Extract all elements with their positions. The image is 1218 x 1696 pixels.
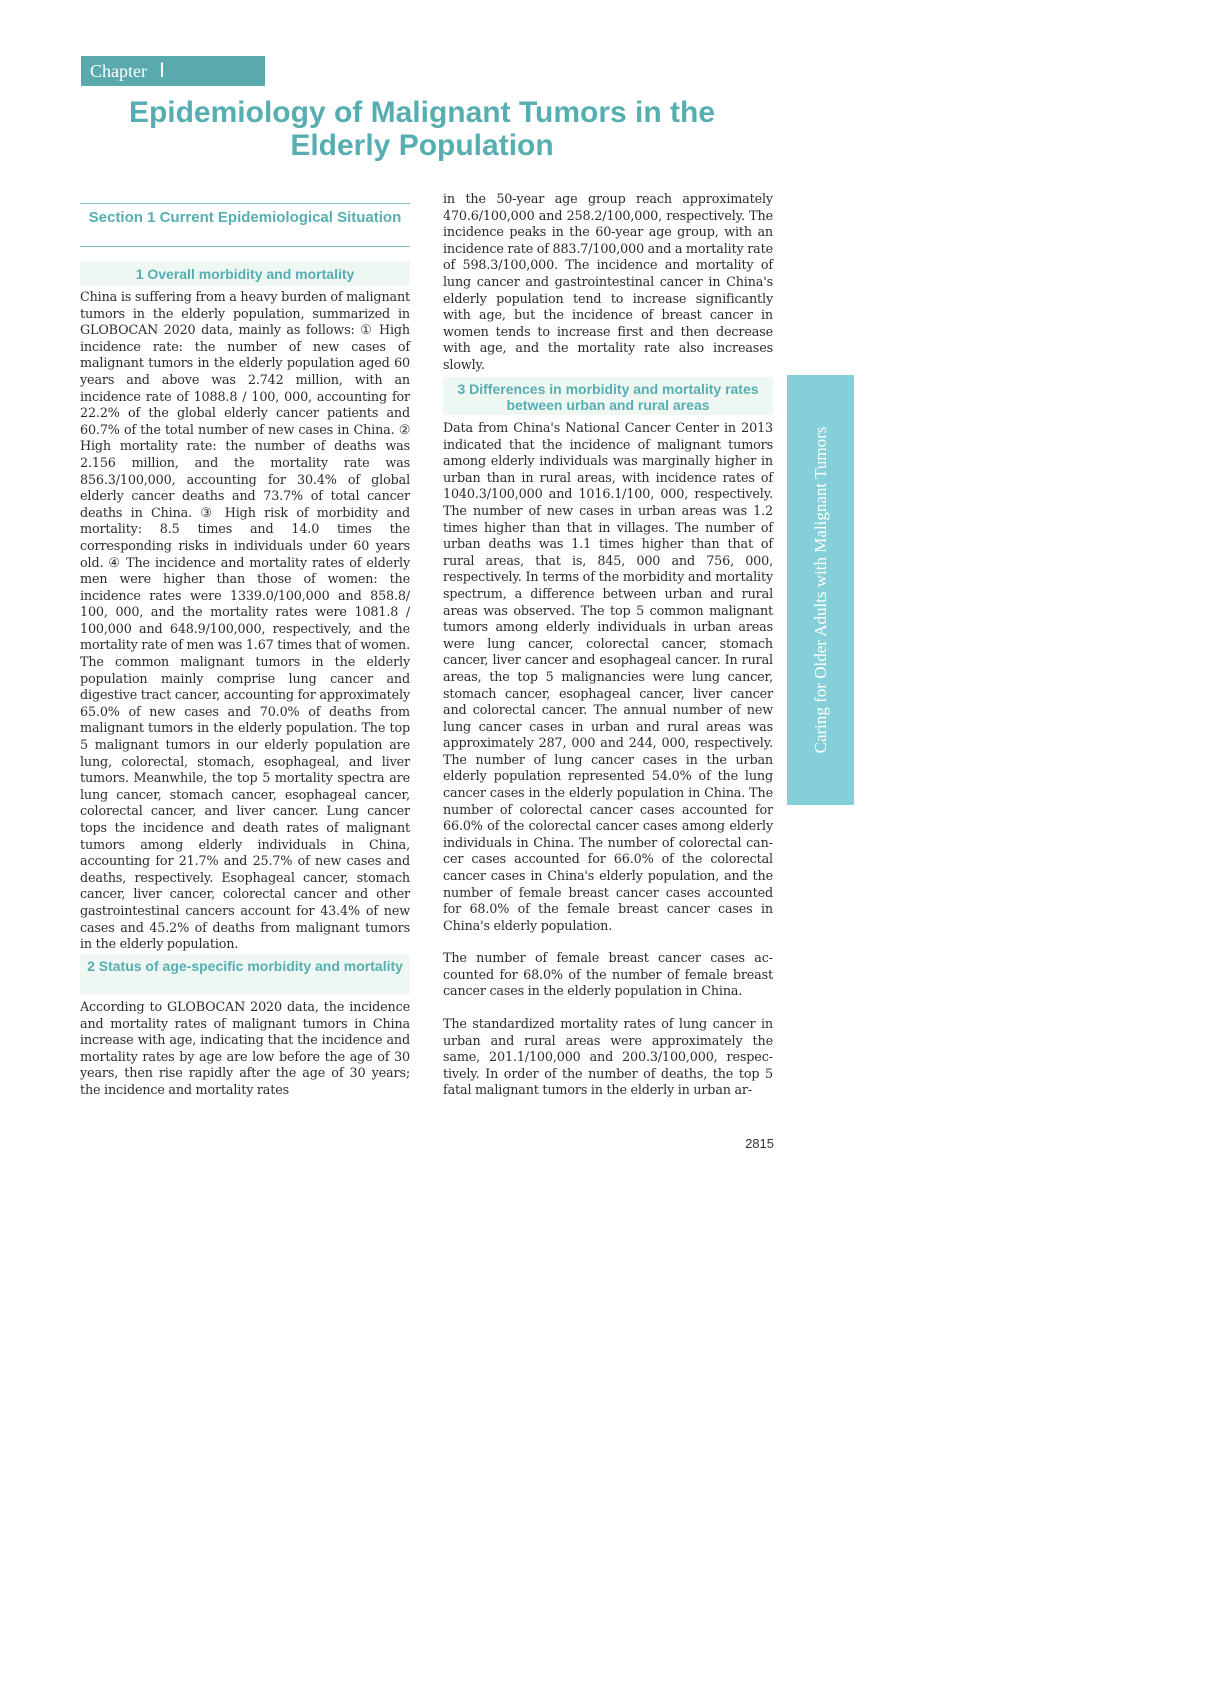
paragraph-standardized-mortality: The standardized mortality rates of lung cancer in urban and rural areas were approximately the same, 201.1/100,000 and 200.3/100,000, respectively. In order of the number of deaths, the top 5 fatal malignant tumors in the elderly in urban ar- xyxy=(443,1017,773,1099)
paragraph-female-breast: The number of female breast cancer cases accounted for 68.0% of the number of female breast cancer cases in the elderly population in China. xyxy=(443,951,773,1000)
chapter-number: Ⅰ xyxy=(158,60,165,82)
subsection-heading-3: 3 Differences in morbidity and mortality rates between urban and rural areas xyxy=(443,377,773,415)
subsection-heading-1: 1 Overall morbidity and mortality xyxy=(80,261,410,286)
chapter-tab xyxy=(81,56,265,86)
side-tab-label: Caring for Older Adults with Malignant Tumors xyxy=(810,426,830,754)
paragraph-overall-burden: China is suffering from a heavy burden of malignant tumors in the elderly population, summarized in GLOBOCAN 2020 data, mainly as follows: ① High incidence rate: the number of new cases of malignant tumors in the elderly population aged 60 years and above was 2.742 million, with an incidence rate of 1088.8 / 100, 000, accounting for 22.2% of the global elderly cancer patients and 60.7% of the total number of new cases in China. ② High mortality rate: the number of deaths was 2.156 million, and the mortality rate was 856.3/100,000, accounting for 30.4% of global elderly cancer deaths and 73.7% of total cancer deaths in China. ③ High risk of morbidity and mortality: 8.5 times and 14.0 times the corresponding risks in individuals under 60 years old. ④ The incidence and mortality rates of elderly men were higher than those of women: the incidence rates were 1339.0/100,000 and 858.8/ 100, 000, and the mortality rates were 1081.8 / 100,000 and 648.9/100,000, respectively, and the mortality rate of men was 1.67 times that of women. The common malignant tumors in the elderly population mainly comprise lung cancer and digestive tract cancer, accounting for approximately 65.0% of new cases and 70.0% of deaths from malignant tumors in the elderly population. The top 5 malignant tumors in our elderly population are lung, colorectal, stomach, esophageal, and liver tumors. Meanwhile, the top 5 mortality spectra are lung cancer, stomach cancer, esophageal cancer, colorectal cancer, and liver cancer. Lung cancer tops the incidence and death rates of malignant tumors among elderly individuals in China, accounting for 21.7% and 25.7% of new cases and deaths, respectively. Esophageal cancer, stomach cancer, liver cancer, colorectal cancer and other gastrointestinal cancers account for 43.4% of new cases and 45.2% of deaths from malignant tumors in the elderly population. xyxy=(80,290,410,953)
section-heading: Section 1 Current Epidemiological Situation xyxy=(80,203,410,247)
chapter-label: Chapter xyxy=(90,61,147,81)
paragraph-age-specific: According to GLOBOCAN 2020 data, the incidence and mortality rates of malignant tumors in China increase with age, indicating that the incidence and mortality rates by age are low before the age of 30 years, then rise rapidly after the age of 30 years; the incidence and mortality rates xyxy=(80,1000,410,1098)
subsection-heading-2: 2 Status of age-specific morbidity and mortality xyxy=(80,954,410,994)
page-number: 2815 xyxy=(745,1136,774,1151)
side-tab xyxy=(787,375,854,805)
chapter-title: Epidemiology of Malignant Tumors in the Elderly Population xyxy=(128,96,716,162)
paragraph-age-specific-continued: in the 50-year age group reach approximately 470.6/100,000 and 258.2/100,000, respectively. The incidence peaks in the 60-year age group, with an incidence rate of 883.7/100,000 and a mortality rate of 598.3/100,000. The incidence and mortality of lung cancer and gastrointestinal cancer in China's elderly population tend to increase significantly with age, but the incidence of breast cancer in women tends to increase first and then decrease with age, and the mortality rate also increases slowly. xyxy=(443,192,773,373)
paragraph-urban-rural: Data from China's National Cancer Center in 2013 indicated that the incidence of malignant tumors among elderly individuals was marginally higher in urban than in rural areas, with incidence rates of 1040.3/100,000 and 1016.1/100, 000, respectively. The number of new cases in urban areas was 1.2 times higher than that in villages. The number of urban deaths was 1.1 times higher than that of rural areas, that is, 845, 000 and 756, 000, respectively. In terms of the morbidity and mortality spectrum, a difference between urban and rural areas was observed. The top 5 common malignant tumors among elderly individuals in urban areas were lung cancer, colorectal cancer, stomach cancer, liver cancer and esophageal cancer. In rural areas, the top 5 malignancies were lung cancer, stomach cancer, esophageal cancer, liver cancer and colorectal cancer. The annual number of new lung cancer cases in urban and rural areas was approximately 287, 000 and 244, 000, respectively. The number of lung cancer cases in the urban elderly population represented 54.0% of the lung cancer cases in the elderly population in China. The number of colorectal cancer cases accounted for 66.0% of the colorectal cancer cases among elderly individuals in China. The number of colorectal cancer cases accounted for 66.0% of the colorectal cancer cases in China's elderly population, and the number of female breast cancer cases accounted for 68.0% of the female breast cancer cases in China's elderly population. xyxy=(443,421,773,934)
